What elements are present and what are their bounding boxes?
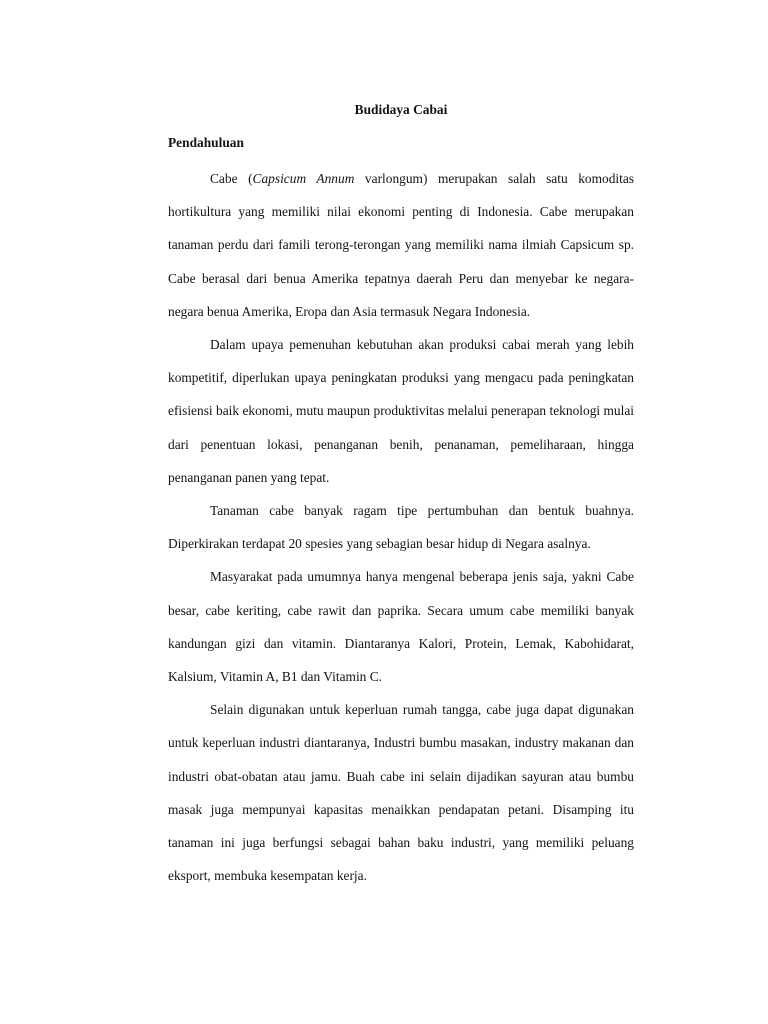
paragraph-1-intro: Cabe ( bbox=[210, 171, 253, 186]
paragraph-1-rest: varlongum) merupakan salah satu komoditas hortikultura yang memiliki nilai ekonomi penting di Indonesia. Cabe merupakan tanaman perdu dari famili terong-terongan yang memiliki nama ilmiah Capsicum sp. Cabe berasal dari benua Amerika tepatnya daerah Peru dan menyebar ke negara-negara benua Amerika, Eropa dan Asia termasuk Negara Indonesia. bbox=[168, 171, 635, 319]
paragraph-5: Selain digunakan untuk keperluan rumah tangga, cabe juga dapat digunakan untuk keperluan industri diantaranya, Industri bumbu masakan, industry makanan dan industri obat-obatan atau jamu. Buah cabe ini selain dijadikan sayuran atau bumbu masak juga mempunyai kapasitas menaikkan pendapatan petani. Disamping itu tanaman ini juga berfungsi sebagai bahan baku industri, yang memiliki peluang eksport, membuka kesempatan kerja. bbox=[168, 702, 634, 884]
document-body bbox=[168, 96, 634, 892]
paragraph-3: Tanaman cabe banyak ragam tipe pertumbuhan dan bentuk buahnya. Diperkirakan terdapat 20 spesies yang sebagian besar hidup di Negara asalnya. bbox=[168, 503, 634, 552]
section-heading: Pendahuluan bbox=[168, 135, 244, 150]
document-title: Budidaya Cabai bbox=[354, 102, 448, 117]
paragraph-2: Dalam upaya pemenuhan kebutuhan akan produksi cabai merah yang lebih kompetitif, diperlukan upaya peningkatan produksi yang mengacu pada peningkatan efisiensi baik ekonomi, mutu maupun produktivitas melalui penerapan teknologi mulai dari penentuan lokasi, penanganan benih, penanaman, pemeliharaan, hingga penanganan panen yang tepat. bbox=[168, 337, 634, 485]
paragraph-1 bbox=[168, 162, 634, 328]
paragraph-4: Masyarakat pada umumnya hanya mengenal beberapa jenis saja, yakni Cabe besar, cabe keriting, cabe rawit dan paprika. Secara umum cabe memiliki banyak kandungan gizi dan vitamin. Diantaranya Kalori, Protein, Lemak, Kabohidarat, Kalsium, Vitamin A, B1 dan Vitamin C. bbox=[168, 569, 634, 685]
scientific-name: Capsicum Annum bbox=[252, 171, 355, 186]
